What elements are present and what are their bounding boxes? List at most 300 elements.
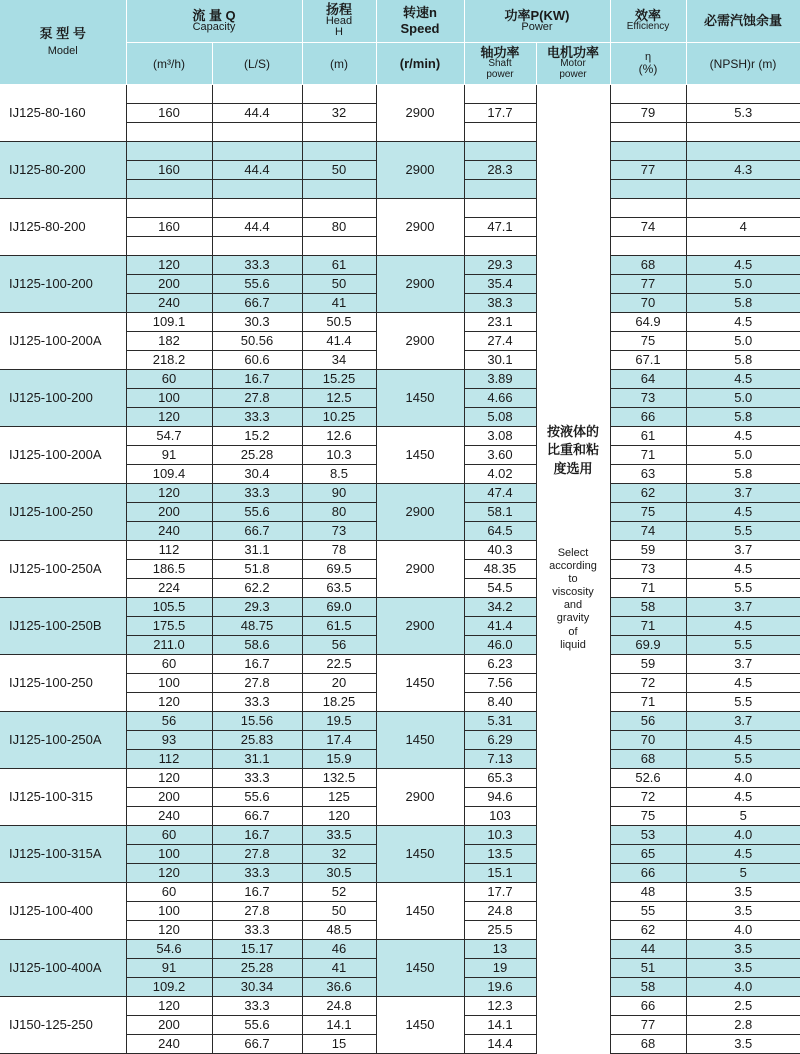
- capacity-m3h-cell: 100: [126, 673, 212, 692]
- speed-cell: 1450: [376, 426, 464, 483]
- efficiency-cell: 53: [610, 825, 686, 844]
- capacity-m3h-cell: 100: [126, 844, 212, 863]
- head-cell: 50: [302, 160, 376, 179]
- shaft-power-cell: 17.7: [464, 882, 536, 901]
- npsh-cell: 4.5: [686, 255, 800, 274]
- capacity-ls-cell: 55.6: [212, 787, 302, 806]
- model-cell: IJ125-100-250A: [0, 540, 126, 597]
- head-cell: 80: [302, 502, 376, 521]
- efficiency-cell: 74: [610, 217, 686, 236]
- shaft-power-cell: [464, 122, 536, 141]
- header-npsh-unit: (NPSH)r (m): [686, 42, 800, 84]
- npsh-cell: 3.5: [686, 939, 800, 958]
- head-cell: 8.5: [302, 464, 376, 483]
- speed-cell: 1450: [376, 711, 464, 768]
- shaft-power-cell: 17.7: [464, 103, 536, 122]
- capacity-ls-cell: 25.28: [212, 958, 302, 977]
- model-cell: IJ125-100-400A: [0, 939, 126, 996]
- npsh-cell: 4.5: [686, 673, 800, 692]
- header-head-unit: (m): [302, 42, 376, 84]
- npsh-cell: 5.5: [686, 521, 800, 540]
- shaft-power-cell: [464, 179, 536, 198]
- capacity-m3h-cell: 240: [126, 1034, 212, 1053]
- speed-cell: 1450: [376, 996, 464, 1053]
- head-cell: 32: [302, 844, 376, 863]
- table-row: [0, 369, 800, 388]
- header-speed-en: Speed: [400, 21, 440, 37]
- shaft-power-cell: [464, 198, 536, 217]
- head-cell: 10.25: [302, 407, 376, 426]
- npsh-cell: 4.5: [686, 616, 800, 635]
- head-cell: 20: [302, 673, 376, 692]
- head-cell: 61.5: [302, 616, 376, 635]
- head-cell: 30.5: [302, 863, 376, 882]
- header-model-zh: 泵 型 号: [39, 25, 86, 41]
- table-row: [0, 597, 800, 616]
- capacity-m3h-cell: 112: [126, 749, 212, 768]
- shaft-power-cell: 4.02: [464, 464, 536, 483]
- header-capacity-ls: (L/S): [212, 42, 302, 84]
- capacity-ls-cell: [212, 198, 302, 217]
- capacity-ls-cell: 58.6: [212, 635, 302, 654]
- table-header: [0, 0, 800, 84]
- capacity-m3h-cell: 54.6: [126, 939, 212, 958]
- head-cell: 46: [302, 939, 376, 958]
- capacity-ls-cell: 31.1: [212, 749, 302, 768]
- header-speed-zh: 转速n: [403, 5, 437, 21]
- header-capacity-m3h: (m³/h): [126, 42, 212, 84]
- capacity-ls-cell: [212, 236, 302, 255]
- shaft-power-cell: 8.40: [464, 692, 536, 711]
- capacity-ls-cell: 48.75: [212, 616, 302, 635]
- npsh-cell: 5.8: [686, 293, 800, 312]
- header-capacity-zh: 流 量 Q: [192, 7, 236, 23]
- npsh-cell: [686, 198, 800, 217]
- npsh-cell: 3.5: [686, 882, 800, 901]
- header-shaft-power: 轴功率 Shaft power: [464, 42, 536, 84]
- capacity-m3h-cell: 224: [126, 578, 212, 597]
- table-row: [0, 312, 800, 331]
- capacity-m3h-cell: 109.1: [126, 312, 212, 331]
- capacity-ls-cell: 66.7: [212, 806, 302, 825]
- head-cell: 132.5: [302, 768, 376, 787]
- head-cell: 15.9: [302, 749, 376, 768]
- capacity-ls-cell: 16.7: [212, 825, 302, 844]
- capacity-m3h-cell: 120: [126, 996, 212, 1015]
- efficiency-cell: 68: [610, 255, 686, 274]
- capacity-ls-cell: 33.3: [212, 768, 302, 787]
- capacity-m3h-cell: 120: [126, 920, 212, 939]
- capacity-ls-cell: 33.3: [212, 920, 302, 939]
- head-cell: 63.5: [302, 578, 376, 597]
- header-head-en: Head: [325, 15, 353, 28]
- header-speed-unit: (r/min): [376, 42, 464, 84]
- capacity-ls-cell: 66.7: [212, 1034, 302, 1053]
- npsh-cell: [686, 141, 800, 160]
- efficiency-cell: 66: [610, 996, 686, 1015]
- npsh-cell: 5: [686, 863, 800, 882]
- speed-cell: 2900: [376, 597, 464, 654]
- capacity-ls-cell: 27.8: [212, 901, 302, 920]
- efficiency-cell: 58: [610, 597, 686, 616]
- speed-cell: 2900: [376, 768, 464, 825]
- shaft-power-cell: 14.1: [464, 1015, 536, 1034]
- capacity-ls-cell: 51.8: [212, 559, 302, 578]
- capacity-ls-cell: 33.3: [212, 692, 302, 711]
- efficiency-cell: 77: [610, 1015, 686, 1034]
- capacity-ls-cell: 44.4: [212, 217, 302, 236]
- npsh-cell: 2.8: [686, 1015, 800, 1034]
- head-cell: 19.5: [302, 711, 376, 730]
- npsh-cell: 3.7: [686, 597, 800, 616]
- capacity-ls-cell: 25.83: [212, 730, 302, 749]
- efficiency-cell: 64.9: [610, 312, 686, 331]
- table-row: [0, 84, 800, 103]
- efficiency-cell: 71: [610, 692, 686, 711]
- capacity-m3h-cell: 91: [126, 958, 212, 977]
- npsh-cell: [686, 84, 800, 103]
- capacity-m3h-cell: 160: [126, 217, 212, 236]
- shaft-power-cell: [464, 236, 536, 255]
- head-cell: 12.6: [302, 426, 376, 445]
- motor-power-note: [537, 85, 610, 1037]
- header-power: [464, 0, 610, 42]
- capacity-ls-cell: 50.56: [212, 331, 302, 350]
- npsh-cell: [686, 236, 800, 255]
- capacity-m3h-cell: 112: [126, 540, 212, 559]
- table-row: [0, 198, 800, 217]
- efficiency-cell: 66: [610, 407, 686, 426]
- capacity-m3h-cell: [126, 84, 212, 103]
- table-row: [0, 426, 800, 445]
- table-row: [0, 255, 800, 274]
- npsh-cell: 4.3: [686, 160, 800, 179]
- model-cell: IJ125-100-400: [0, 882, 126, 939]
- npsh-cell: 5.8: [686, 407, 800, 426]
- shaft-power-cell: 6.29: [464, 730, 536, 749]
- shaft-power-cell: 27.4: [464, 331, 536, 350]
- shaft-power-cell: 7.13: [464, 749, 536, 768]
- speed-cell: 2900: [376, 198, 464, 255]
- capacity-m3h-cell: [126, 179, 212, 198]
- speed-cell: 1450: [376, 882, 464, 939]
- npsh-cell: 3.5: [686, 1034, 800, 1053]
- capacity-m3h-cell: 120: [126, 407, 212, 426]
- capacity-ls-cell: 30.4: [212, 464, 302, 483]
- model-cell: IJ125-80-200: [0, 141, 126, 198]
- capacity-m3h-cell: [126, 236, 212, 255]
- shaft-power-cell: 34.2: [464, 597, 536, 616]
- shaft-power-cell: 12.3: [464, 996, 536, 1015]
- efficiency-cell: [610, 141, 686, 160]
- capacity-m3h-cell: 218.2: [126, 350, 212, 369]
- capacity-ls-cell: 33.3: [212, 996, 302, 1015]
- capacity-ls-cell: 55.6: [212, 1015, 302, 1034]
- capacity-ls-cell: 44.4: [212, 160, 302, 179]
- head-cell: [302, 198, 376, 217]
- npsh-cell: 5.0: [686, 445, 800, 464]
- header-efficiency-en: Efficiency: [626, 21, 670, 32]
- table-row: [0, 768, 800, 787]
- head-cell: 41: [302, 293, 376, 312]
- efficiency-cell: [610, 179, 686, 198]
- shaft-power-cell: 47.1: [464, 217, 536, 236]
- head-cell: 33.5: [302, 825, 376, 844]
- header-capacity-en: Capacity: [192, 20, 236, 33]
- shaft-power-cell: 58.1: [464, 502, 536, 521]
- capacity-m3h-cell: 120: [126, 863, 212, 882]
- shaft-power-cell: 46.0: [464, 635, 536, 654]
- capacity-m3h-cell: 186.5: [126, 559, 212, 578]
- shaft-power-cell: 28.3: [464, 160, 536, 179]
- capacity-ls-cell: 16.7: [212, 369, 302, 388]
- head-cell: [302, 84, 376, 103]
- capacity-m3h-cell: 120: [126, 483, 212, 502]
- efficiency-cell: 74: [610, 521, 686, 540]
- efficiency-cell: 71: [610, 578, 686, 597]
- capacity-m3h-cell: 160: [126, 103, 212, 122]
- shaft-power-cell: [464, 141, 536, 160]
- capacity-ls-cell: 55.6: [212, 502, 302, 521]
- capacity-ls-cell: 33.3: [212, 407, 302, 426]
- head-cell: 34: [302, 350, 376, 369]
- npsh-cell: 4.5: [686, 844, 800, 863]
- shaft-power-cell: 3.89: [464, 369, 536, 388]
- npsh-cell: 3.7: [686, 711, 800, 730]
- efficiency-cell: 72: [610, 673, 686, 692]
- efficiency-cell: 51: [610, 958, 686, 977]
- table-row: [0, 939, 800, 958]
- table-row: [0, 654, 800, 673]
- shaft-power-cell: 54.5: [464, 578, 536, 597]
- capacity-ls-cell: [212, 122, 302, 141]
- efficiency-cell: 79: [610, 103, 686, 122]
- efficiency-cell: 72: [610, 787, 686, 806]
- npsh-cell: 4.0: [686, 977, 800, 996]
- npsh-cell: 5.5: [686, 692, 800, 711]
- capacity-ls-cell: 66.7: [212, 293, 302, 312]
- shaft-power-cell: 40.3: [464, 540, 536, 559]
- npsh-cell: 5.0: [686, 331, 800, 350]
- header-head-zh: 扬程: [325, 2, 352, 18]
- capacity-m3h-cell: 240: [126, 521, 212, 540]
- head-cell: [302, 141, 376, 160]
- npsh-cell: 4.5: [686, 730, 800, 749]
- efficiency-cell: [610, 122, 686, 141]
- capacity-m3h-cell: 56: [126, 711, 212, 730]
- header-speed: [376, 0, 464, 42]
- capacity-m3h-cell: 175.5: [126, 616, 212, 635]
- npsh-cell: 3.7: [686, 540, 800, 559]
- header-shaft-zh: 轴功率: [480, 45, 520, 60]
- npsh-cell: 3.7: [686, 654, 800, 673]
- capacity-m3h-cell: 240: [126, 293, 212, 312]
- model-cell: IJ125-100-200: [0, 255, 126, 312]
- head-cell: 120: [302, 806, 376, 825]
- capacity-ls-cell: 16.7: [212, 882, 302, 901]
- capacity-ls-cell: 25.28: [212, 445, 302, 464]
- model-cell: IJ125-100-250A: [0, 711, 126, 768]
- shaft-power-cell: 103: [464, 806, 536, 825]
- head-cell: 48.5: [302, 920, 376, 939]
- npsh-cell: 4.0: [686, 768, 800, 787]
- npsh-cell: 4.0: [686, 825, 800, 844]
- efficiency-cell: 77: [610, 160, 686, 179]
- efficiency-cell: 59: [610, 654, 686, 673]
- capacity-m3h-cell: 200: [126, 502, 212, 521]
- speed-cell: 1450: [376, 825, 464, 882]
- npsh-cell: 4.0: [686, 920, 800, 939]
- capacity-m3h-cell: 200: [126, 1015, 212, 1034]
- capacity-ls-cell: 33.3: [212, 483, 302, 502]
- capacity-m3h-cell: [126, 141, 212, 160]
- speed-cell: 2900: [376, 540, 464, 597]
- shaft-power-cell: 13.5: [464, 844, 536, 863]
- speed-cell: 1450: [376, 939, 464, 996]
- efficiency-cell: 61: [610, 426, 686, 445]
- header-power-en: Power: [521, 20, 553, 33]
- capacity-ls-cell: 29.3: [212, 597, 302, 616]
- header-motor-zh: 电机功率: [546, 45, 599, 60]
- shaft-power-cell: 7.56: [464, 673, 536, 692]
- efficiency-cell: 70: [610, 293, 686, 312]
- capacity-m3h-cell: 60: [126, 882, 212, 901]
- head-cell: 18.25: [302, 692, 376, 711]
- header-npsh-zh: 必需汽蚀余量: [703, 13, 782, 29]
- head-cell: 61: [302, 255, 376, 274]
- shaft-power-cell: 30.1: [464, 350, 536, 369]
- shaft-power-cell: 35.4: [464, 274, 536, 293]
- capacity-ls-cell: [212, 141, 302, 160]
- speed-cell: 1450: [376, 654, 464, 711]
- table-body: [0, 84, 800, 1053]
- shaft-power-cell: 13: [464, 939, 536, 958]
- capacity-m3h-cell: 100: [126, 901, 212, 920]
- capacity-m3h-cell: 60: [126, 369, 212, 388]
- capacity-m3h-cell: 211.0: [126, 635, 212, 654]
- model-cell: IJ150-125-250: [0, 996, 126, 1053]
- efficiency-cell: 67.1: [610, 350, 686, 369]
- npsh-cell: 3.5: [686, 901, 800, 920]
- efficiency-cell: 62: [610, 483, 686, 502]
- shaft-power-cell: 5.31: [464, 711, 536, 730]
- capacity-m3h-cell: 109.2: [126, 977, 212, 996]
- motor-note-en: Select according to viscosity and gravity of liquid: [549, 546, 597, 651]
- head-cell: [302, 236, 376, 255]
- model-cell: IJ125-100-200: [0, 369, 126, 426]
- head-cell: 50: [302, 901, 376, 920]
- header-npsh: [686, 0, 800, 42]
- shaft-power-cell: 14.4: [464, 1034, 536, 1053]
- head-cell: 56: [302, 635, 376, 654]
- capacity-ls-cell: 62.2: [212, 578, 302, 597]
- capacity-ls-cell: 30.3: [212, 312, 302, 331]
- capacity-ls-cell: 44.4: [212, 103, 302, 122]
- shaft-power-cell: 64.5: [464, 521, 536, 540]
- npsh-cell: 5.0: [686, 388, 800, 407]
- efficiency-cell: 44: [610, 939, 686, 958]
- capacity-ls-cell: 27.8: [212, 673, 302, 692]
- head-cell: 12.5: [302, 388, 376, 407]
- efficiency-cell: 70: [610, 730, 686, 749]
- capacity-m3h-cell: 120: [126, 692, 212, 711]
- shaft-power-cell: 41.4: [464, 616, 536, 635]
- npsh-cell: 4.5: [686, 426, 800, 445]
- shaft-power-cell: 3.08: [464, 426, 536, 445]
- head-cell: 73: [302, 521, 376, 540]
- head-cell: 15.25: [302, 369, 376, 388]
- efficiency-cell: 66: [610, 863, 686, 882]
- capacity-m3h-cell: 109.4: [126, 464, 212, 483]
- shaft-power-cell: 48.35: [464, 559, 536, 578]
- capacity-m3h-cell: 54.7: [126, 426, 212, 445]
- shaft-power-cell: 94.6: [464, 787, 536, 806]
- capacity-m3h-cell: 100: [126, 388, 212, 407]
- speed-cell: 2900: [376, 483, 464, 540]
- head-cell: 41.4: [302, 331, 376, 350]
- npsh-cell: [686, 179, 800, 198]
- npsh-cell: 5.3: [686, 103, 800, 122]
- speed-cell: 2900: [376, 141, 464, 198]
- capacity-m3h-cell: 240: [126, 806, 212, 825]
- shaft-power-cell: 10.3: [464, 825, 536, 844]
- shaft-power-cell: 24.8: [464, 901, 536, 920]
- head-cell: [302, 122, 376, 141]
- header-model-en: Model: [47, 44, 78, 57]
- efficiency-cell: 65: [610, 844, 686, 863]
- efficiency-cell: 71: [610, 616, 686, 635]
- capacity-m3h-cell: 93: [126, 730, 212, 749]
- efficiency-cell: 59: [610, 540, 686, 559]
- head-cell: 125: [302, 787, 376, 806]
- head-cell: 69.5: [302, 559, 376, 578]
- header-efficiency: [610, 0, 686, 42]
- speed-cell: 1450: [376, 369, 464, 426]
- efficiency-cell: 71: [610, 445, 686, 464]
- shaft-power-cell: 3.60: [464, 445, 536, 464]
- head-cell: 15: [302, 1034, 376, 1053]
- head-cell: 41: [302, 958, 376, 977]
- capacity-ls-cell: 15.56: [212, 711, 302, 730]
- head-cell: 32: [302, 103, 376, 122]
- efficiency-cell: 77: [610, 274, 686, 293]
- npsh-cell: 4.5: [686, 559, 800, 578]
- efficiency-cell: [610, 84, 686, 103]
- efficiency-cell: 75: [610, 502, 686, 521]
- capacity-ls-cell: 27.8: [212, 388, 302, 407]
- efficiency-cell: 58: [610, 977, 686, 996]
- motor-power-note-cell: [536, 84, 610, 1053]
- npsh-cell: 5.5: [686, 749, 800, 768]
- capacity-m3h-cell: 120: [126, 768, 212, 787]
- capacity-m3h-cell: 200: [126, 274, 212, 293]
- capacity-m3h-cell: [126, 198, 212, 217]
- efficiency-cell: 56: [610, 711, 686, 730]
- npsh-cell: 4: [686, 217, 800, 236]
- speed-cell: 2900: [376, 312, 464, 369]
- capacity-ls-cell: [212, 179, 302, 198]
- shaft-power-cell: 19.6: [464, 977, 536, 996]
- head-cell: 10.3: [302, 445, 376, 464]
- head-cell: 50: [302, 274, 376, 293]
- head-cell: 90: [302, 483, 376, 502]
- capacity-m3h-cell: 182: [126, 331, 212, 350]
- capacity-ls-cell: 31.1: [212, 540, 302, 559]
- motor-note-zh: 按液体的 比重和粘 度选用: [546, 423, 599, 477]
- shaft-power-cell: 38.3: [464, 293, 536, 312]
- model-cell: IJ125-100-315A: [0, 825, 126, 882]
- speed-cell: 2900: [376, 255, 464, 312]
